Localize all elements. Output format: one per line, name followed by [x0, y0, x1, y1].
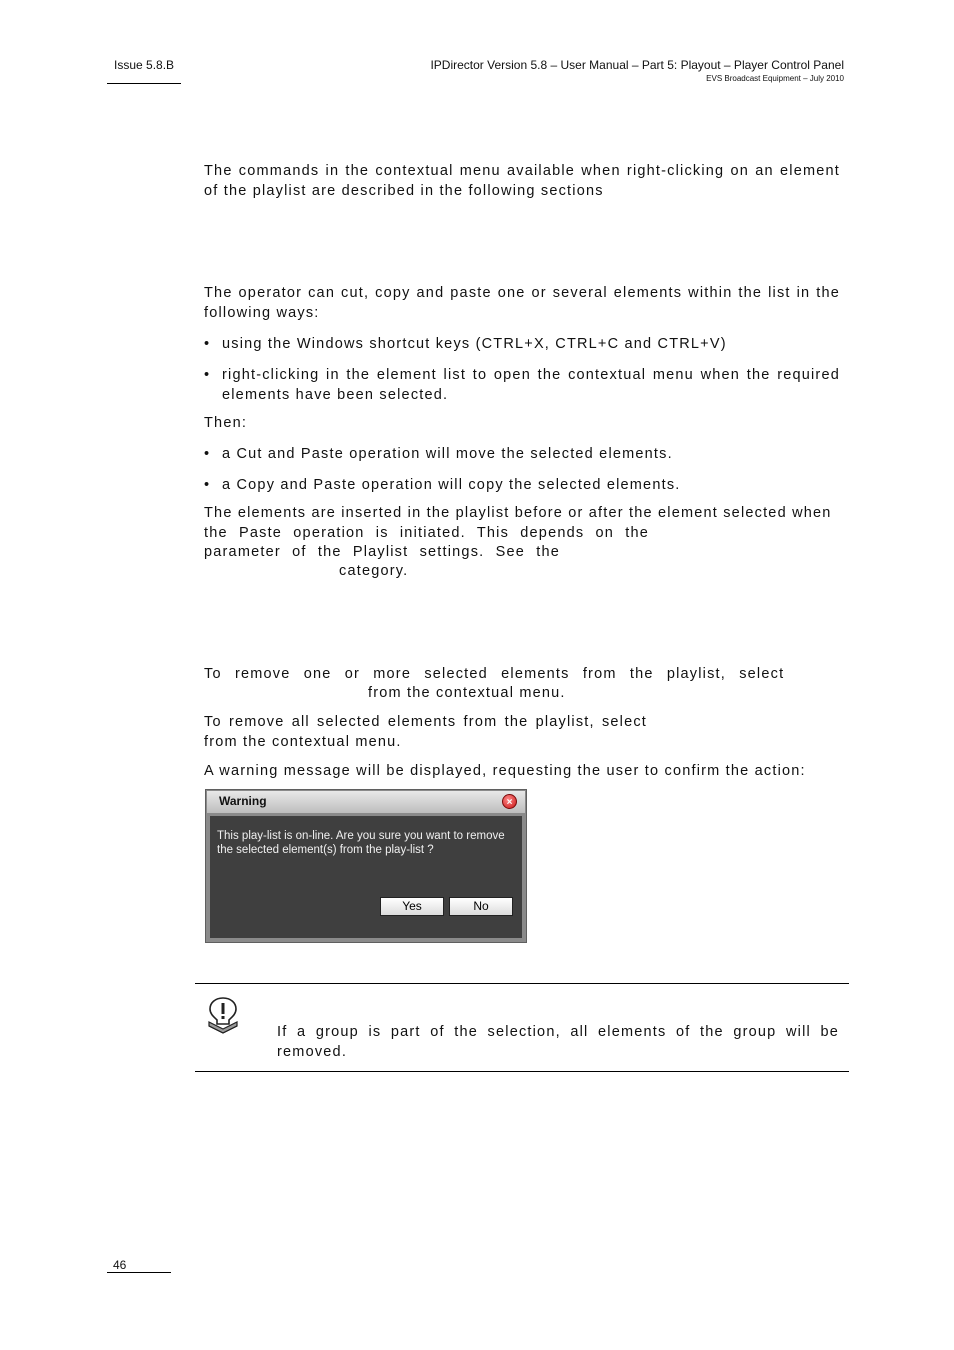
bullet-icon: •: [204, 446, 211, 462]
remove-line-1a: To remove one or more selected elements from the playlist, select: [204, 666, 785, 682]
list-item-text: using the Windows shortcut keys (CTRL+X, CTRL+C and CTRL+V): [222, 336, 727, 352]
cut-copy-paste-intro: The operator can cut, copy and paste one or several elements within the list in the following ways:: [204, 285, 840, 321]
page-number: 46: [113, 1258, 127, 1272]
bullet-icon: •: [204, 367, 211, 383]
remove-line-1b: from the contextual menu.: [368, 685, 566, 701]
insert-line-4: category.: [339, 563, 409, 579]
header-divider: [107, 83, 181, 84]
list-item-text: a Cut and Paste operation will move the selected elements.: [222, 446, 673, 462]
bullet-icon: •: [204, 477, 211, 493]
then-label: Then:: [204, 415, 248, 431]
list-item-text: a Copy and Paste operation will copy the selected elements.: [222, 477, 681, 493]
list-item-text: right-clicking in the element list to open the contextual menu when the required elements have been selected.: [222, 367, 840, 403]
note-text: If a group is part of the selection, all elements of the group will be removed.: [277, 1024, 839, 1060]
note-icon: [205, 996, 241, 1036]
dialog-title: Warning: [219, 794, 267, 808]
insert-line-2: the Paste operation is initiated. This depends on the: [204, 525, 650, 541]
document-title: IPDirector Version 5.8 – User Manual – Part 5: Playout – Player Control Panel: [430, 58, 844, 72]
bullet-icon: •: [204, 336, 211, 352]
warning-dialog: [205, 789, 527, 943]
no-button[interactable]: No: [449, 897, 513, 916]
close-icon[interactable]: ×: [502, 794, 517, 809]
dialog-titlebar: [207, 791, 525, 813]
note-bottom-divider: [195, 1071, 849, 1072]
intro-paragraph: The commands in the contextual menu available when right-clicking on an element of the playlist are described in the following sections: [204, 163, 840, 199]
dialog-message: This play-list is on-line. Are you sure you want to remove the selected element(s) from the play-list ?: [217, 830, 505, 856]
insert-line-1: The elements are inserted in the playlist before or after the element selected when: [204, 505, 832, 521]
insert-line-3: parameter of the Playlist settings. See the: [204, 544, 560, 560]
note-top-divider: [195, 983, 849, 984]
dialog-body: [210, 816, 522, 938]
remove-line-2a: To remove all selected elements from the playlist, select: [204, 714, 648, 730]
remove-line-2b: from the contextual menu.: [204, 734, 402, 750]
warning-intro: A warning message will be displayed, requesting the user to confirm the action:: [204, 763, 806, 779]
yes-button[interactable]: Yes: [380, 897, 444, 916]
issue-label: Issue 5.8.B: [114, 58, 175, 72]
footer-divider: [107, 1272, 171, 1273]
document-subtitle: EVS Broadcast Equipment – July 2010: [706, 74, 844, 83]
